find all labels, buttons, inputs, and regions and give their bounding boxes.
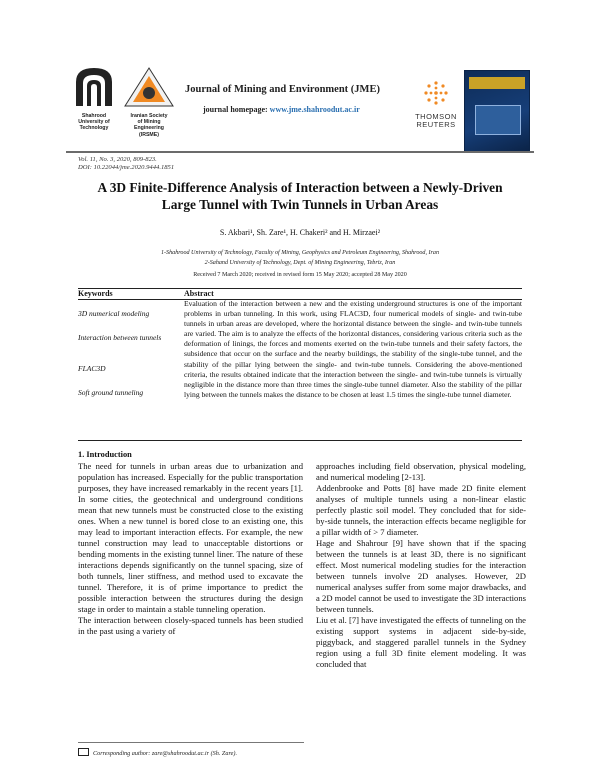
university-logo (72, 66, 116, 132)
journal-homepage (185, 105, 425, 114)
reuters-line: REUTERS (416, 120, 456, 129)
caption-line: of Mining (137, 119, 161, 126)
caption-line: Technology (79, 125, 109, 132)
footnote (78, 748, 237, 757)
caption-line: Iranian Society (130, 113, 168, 119)
keywords-heading: Keywords (78, 289, 113, 298)
keyword-item: 3D numerical modeling (78, 309, 150, 318)
keywords-top-rule (78, 288, 522, 289)
thomson-line: THOMSON (415, 112, 457, 121)
university-caption (72, 113, 116, 132)
thomson-reuters-logo (412, 80, 460, 129)
right-column (316, 461, 526, 670)
caption-line: (IRSME) (139, 131, 159, 138)
paragraph: Addenbrooke and Potts [8] have made 2D finite element analyses of multiple tunnels using a non-linear elastic perfectly plastic soil model. They concluded that for side-by-side tunnels, the interaction effects became negligible for a pillar width of > 7 diameter. (316, 482, 526, 537)
thomson-reuters-icon (423, 80, 449, 106)
society-caption (118, 113, 180, 138)
paragraph: The need for tunnels in urban areas due to urbanization and population has increased. Especially for the public transportation purposes, they have increased remarkably in the recent years [1]. In some cities, the geotechnical and underground conditions mean that new tunnels must be constructed close to the existing ones. When a new tunnel is bored close to an existing one, this may lead to important interaction effects. For example, the new tunnel construction may lead to unacceptable distortions or bending moments in the existing tunnel liner. The nature of these interactions depends significantly on the tunnel spacing, size of both tunnels, liner stiffness, and method used to excavate the tunnel. Therefore, it is of prime importance to predict the possible interaction between the structures during the design stage in order to maintain a stable tunneling operation. (78, 461, 303, 614)
doi-line: DOI: 10.22044/jme.2020.9444.1851 (78, 164, 175, 171)
footnote-rule (78, 742, 304, 743)
society-emblem-icon (123, 66, 175, 108)
authors: S. Akbari¹, Sh. Zare¹, H. Chakeri² and H. Mirzaei² (219, 228, 381, 237)
university-emblem-icon (72, 66, 116, 108)
paper-title: A 3D Finite-Difference Analysis of Interaction between a Newly-Driven Large Tunnel with Twin Tunnels in Urban Areas (97, 180, 503, 212)
cover-picture (475, 105, 521, 135)
paragraph: approaches including field observation, physical modeling, and numerical modeling [2-13]. (316, 461, 526, 482)
volume-line: Vol. 11, No. 3, 2020, 809-823. (78, 156, 157, 163)
caption-line: Engineering (134, 125, 164, 132)
keyword-item: Interaction between tunnels (78, 333, 162, 342)
paragraph: Liu et al. [7] have investigated the effects of tunneling on the existing support systems in adjacent side-by-side, piggyback, and staggered parallel tunnels in the Sydney region using a full 3D finite element modeling. It was concluded that (316, 614, 526, 669)
homepage-link[interactable]: www.jme.shahroodut.ac.ir (269, 105, 360, 114)
keyword-item: FLAC3D (78, 364, 106, 373)
section-heading: 1. Introduction (78, 450, 132, 459)
paragraph: Hage and Shahrour [9] have shown that if the spacing between the tunnels is at least 3D, there is no significant effect. Most numerical modeling studies for the interaction between tunnels involve 2D analyses. However, 2D numerical analyses suffer from some major drawbacks, and a 2D model cannot be used to investigate the 3D interactions between tunnels. (316, 537, 526, 614)
envelope-icon (78, 748, 89, 756)
header-divider (66, 151, 534, 153)
journal-title: Journal of Mining and Environment (JME) (185, 84, 380, 95)
caption-line: University of (78, 119, 110, 126)
cover-band (469, 77, 525, 89)
homepage-label: journal homepage: (203, 105, 268, 114)
journal-info (185, 84, 425, 114)
left-column (78, 461, 303, 637)
affiliation-line: 2-Sahand University of Technology, Dept. of Mining Engineering, Tebriz, Iran (204, 259, 396, 266)
abstract-bottom-rule (78, 440, 522, 441)
abstract-heading: Abstract (184, 289, 214, 298)
thomson-text (412, 113, 460, 129)
volume-info (78, 156, 174, 172)
keyword-item: Soft ground tunneling (78, 388, 144, 397)
paragraph: The interaction between closely-spaced tunnels has been studied in the past using a variety of (78, 614, 303, 636)
affiliation-line: 1-Shahrood University of Technology, Faculty of Mining, Geophysics and Petroleum Engineering, Shahrood, Iran (160, 250, 440, 256)
affiliations (80, 249, 520, 268)
journal-cover-image (464, 70, 530, 152)
received-dates: Received 7 March 2020; received in revised form 15 May 2020; accepted 28 May 2020 (193, 272, 407, 278)
caption-line: Shahrood (81, 113, 107, 119)
society-logo (118, 66, 180, 138)
abstract-text: Evaluation of the interaction between a new and the existing underground structures is one of the important problems in urban tunneling. In this work, using FLAC3D, four numerical models of single- and twin-tube tunnels in urban areas are developed, where the horizontal distance between the single- and twin-tube tunnels are varied. The aim is to analyze the effects of the horizontal distances, considering various criteria such as the deformation of linings, the forces and moments exerted on the twin-tube tunnels and their safety factors, the subsidence that occur on the surface and the nearby buildings, the stability of the single-tube tunnel, and the stability of the pillar lying between the single- and twin-tube tunnels. Considering the above-mentioned criteria, the results obtained indicate that the interaction between the single- and twin-tube tunnels is virtually negligible in the distance more than three times the single-tube tunnel diameter. Also the stability of the pillar lying between the tunnels makes the distance to be chosen at least 1.5 times the single-tube tunnel diameter. (184, 299, 522, 399)
footnote-text: Corresponding author: zare@shahroodut.ac.ir (Sh. Zare). (93, 750, 237, 757)
